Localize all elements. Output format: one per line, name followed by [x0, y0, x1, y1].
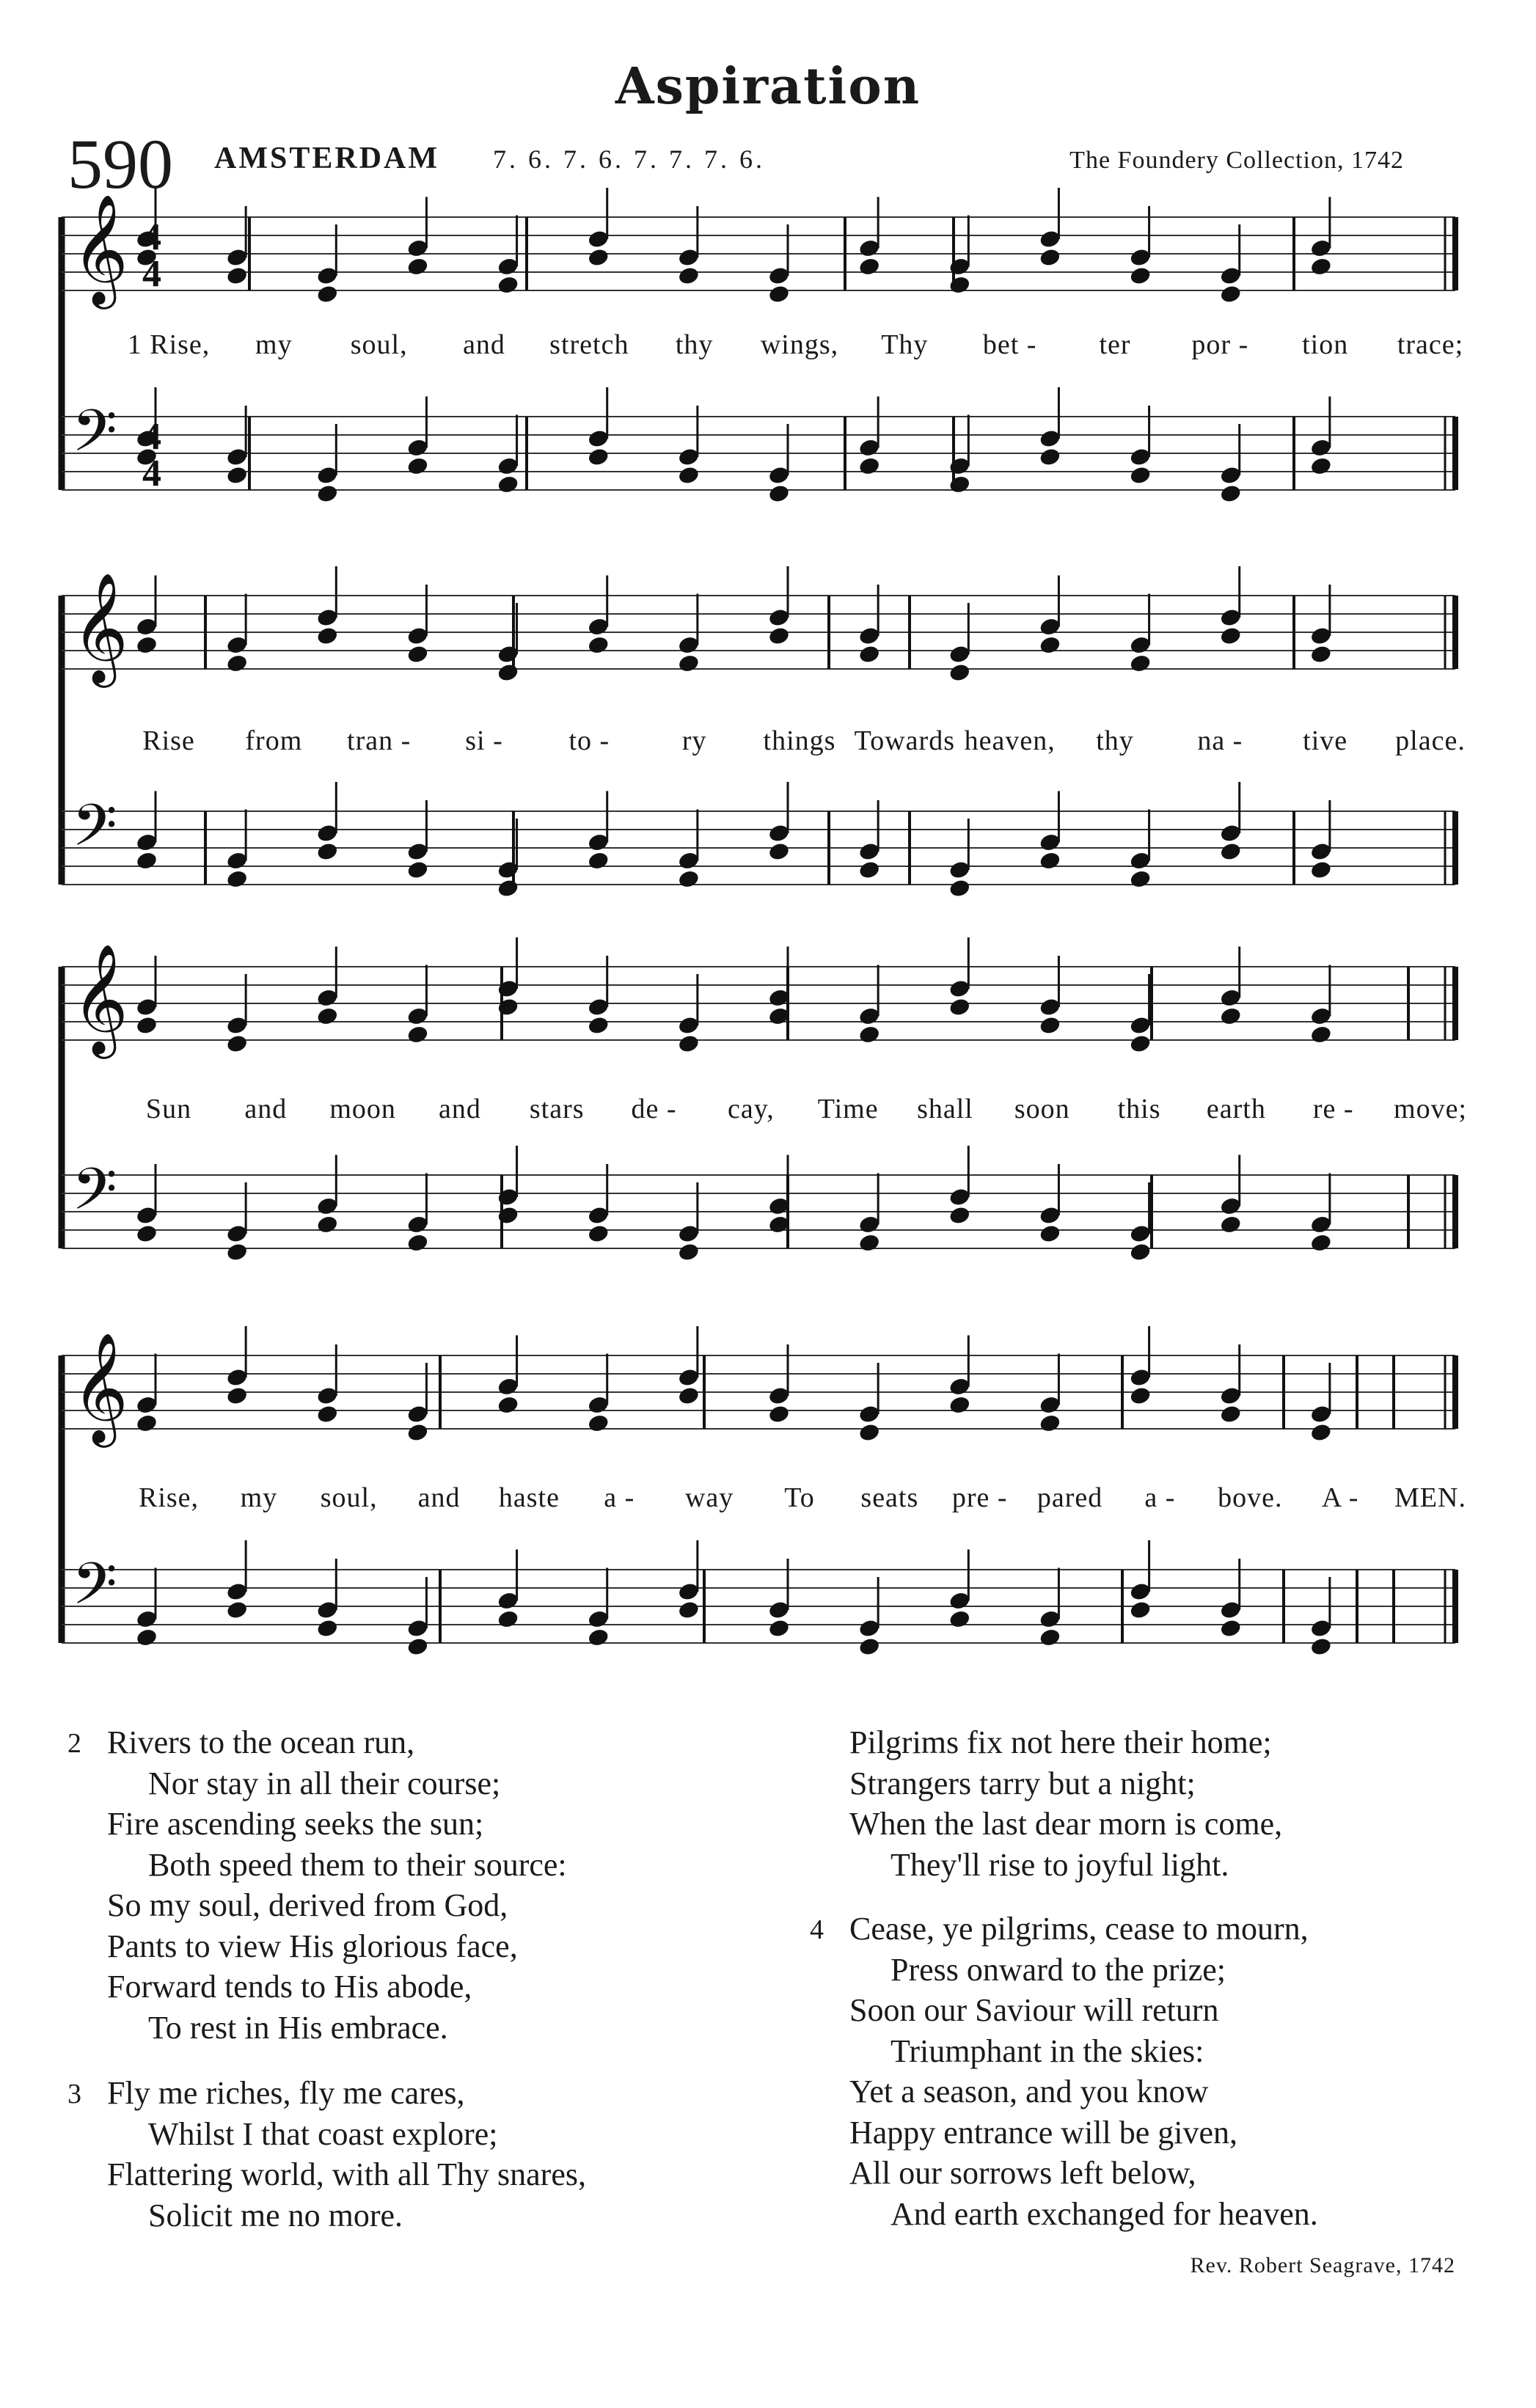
notehead: [1309, 1636, 1332, 1657]
notehead: [497, 1395, 519, 1416]
lyric-line-2: [125, 725, 1466, 769]
lyric-syllable: Rise,: [138, 1482, 200, 1513]
notehead: [587, 1015, 610, 1036]
notehead: [1129, 1033, 1152, 1054]
notehead: [587, 247, 610, 268]
verse-line: All our sorrows left below,: [849, 2155, 1196, 2191]
notehead: [226, 869, 249, 890]
lyric-syllable: stars: [529, 1094, 585, 1124]
notehead: [767, 284, 790, 304]
notehead: [497, 662, 519, 683]
lyric-line-3: [125, 1093, 1467, 1137]
notehead: [1129, 266, 1152, 286]
notehead: [497, 475, 519, 495]
notehead: [948, 1609, 971, 1630]
notehead: [316, 1006, 339, 1027]
verse-line: Pants to view His glorious face,: [107, 1928, 518, 1964]
lyric-syllable: soul,: [320, 1482, 378, 1513]
notehead: [587, 851, 610, 871]
notehead: [226, 1033, 249, 1054]
notehead: [948, 662, 971, 683]
verse-line: Soon our Saviour will return: [849, 1992, 1219, 2028]
verse-line: Fire ascending seeks the sun;: [107, 1806, 484, 1842]
notehead: [135, 1015, 158, 1036]
notehead: [858, 1233, 881, 1254]
notehead: [677, 1242, 700, 1262]
notehead: [1309, 1025, 1332, 1045]
notehead: [135, 1223, 158, 1244]
lyric-syllable: Towards: [854, 725, 955, 756]
verse-line: Nor stay in all their course;: [148, 1765, 501, 1801]
notehead: [497, 997, 519, 1017]
notehead: [226, 1242, 249, 1262]
verse-line: Triumphant in the skies:: [890, 2032, 1204, 2069]
lyric-syllable: this: [1117, 1094, 1161, 1124]
verse-line: Press onward to the prize;: [890, 1951, 1226, 1988]
lyric-syllable: pared: [1036, 1482, 1103, 1513]
notehead: [1129, 1242, 1152, 1262]
bass-clef-icon: 𝄢: [72, 397, 117, 479]
lyric-syllable: re -: [1312, 1094, 1354, 1124]
notehead: [1309, 1422, 1332, 1443]
notehead: [948, 1205, 971, 1226]
notehead: [226, 1600, 249, 1620]
notehead: [677, 465, 700, 486]
lyric-syllable: tion: [1302, 329, 1349, 360]
notehead: [406, 1636, 429, 1657]
notehead: [316, 841, 339, 862]
verse-line: Fly me riches, fly me cares,: [107, 2075, 465, 2111]
notehead: [135, 1413, 158, 1434]
lyric-line-4: [125, 1482, 1466, 1526]
lyric-syllable: Time: [817, 1094, 879, 1124]
notehead: [406, 1025, 429, 1045]
lyric-syllable: ter: [1099, 329, 1131, 360]
hymn-author: Rev. Robert Seagrave, 1742: [1190, 2253, 1455, 2277]
notehead: [767, 483, 790, 504]
notehead: [677, 869, 700, 890]
lyric-syllable: and: [417, 1482, 461, 1513]
tune-name: AMSTERDAM: [214, 142, 439, 175]
notehead: [316, 483, 339, 504]
notehead: [1309, 456, 1332, 477]
verse-line: To rest in His embrace.: [148, 2009, 448, 2046]
notehead: [587, 635, 610, 656]
lyric-syllable: A -: [1321, 1482, 1359, 1513]
notehead: [1039, 247, 1061, 268]
notehead: [497, 1609, 519, 1630]
notehead: [1219, 1006, 1242, 1027]
verse-line: Flattering world, with all Thy snares,: [107, 2156, 586, 2192]
notehead: [226, 465, 249, 486]
lyric-syllable: cay,: [727, 1094, 775, 1124]
notehead: [677, 1033, 700, 1054]
notehead: [1309, 257, 1332, 277]
hymn-number: 590: [67, 125, 173, 203]
lyric-syllable: tive: [1303, 725, 1348, 756]
lyric-syllable: thy: [1096, 725, 1134, 756]
notehead: [858, 456, 881, 477]
lyric-syllable: thy: [675, 329, 714, 360]
verse-line: Pilgrims fix not here their home;: [849, 1724, 1272, 1760]
lyric-syllable: de -: [631, 1094, 677, 1124]
notehead: [1219, 626, 1242, 646]
notehead: [497, 1205, 519, 1226]
notehead: [1219, 483, 1242, 504]
verse-line: And earth exchanged for heaven.: [890, 2195, 1318, 2232]
lyric-syllable: shall: [917, 1094, 973, 1124]
notehead: [316, 626, 339, 646]
notehead: [587, 1413, 610, 1434]
notehead: [948, 475, 971, 495]
notehead: [858, 257, 881, 277]
lyric-syllable: a -: [604, 1482, 635, 1513]
notehead: [1129, 869, 1152, 890]
notehead: [1219, 841, 1242, 862]
verse-4: [810, 1909, 1318, 2234]
notehead: [587, 1628, 610, 1648]
bass-clef-icon: 𝄢: [72, 1155, 117, 1237]
lyric-syllable: wings,: [760, 329, 839, 360]
lyric-syllable: a -: [1144, 1482, 1176, 1513]
notehead: [1219, 1618, 1242, 1639]
notehead: [1309, 860, 1332, 880]
notehead: [1219, 284, 1242, 304]
notehead: [948, 878, 971, 899]
notehead: [1039, 851, 1061, 871]
lyric-syllable: and: [438, 1094, 481, 1124]
verse-line: Yet a season, and you know: [849, 2074, 1209, 2109]
notehead: [767, 1404, 790, 1424]
notehead: [677, 266, 700, 286]
verse-number: 3: [67, 2079, 81, 2109]
notehead: [1129, 1600, 1152, 1620]
lyric-syllable: trace;: [1397, 329, 1464, 360]
treble-clef-icon: 𝄞: [72, 943, 128, 1054]
notehead: [1129, 465, 1152, 486]
lyric-syllable: heaven,: [964, 725, 1056, 756]
notehead: [316, 1618, 339, 1639]
bass-clef-icon: 𝄢: [72, 791, 117, 874]
lyric-syllable: moon: [329, 1094, 396, 1124]
lyric-syllable: Sun: [145, 1094, 192, 1124]
lyric-syllable: Rise: [142, 725, 195, 756]
verse-3-continued: [849, 1722, 1282, 1885]
notehead: [406, 644, 429, 665]
notehead: [135, 851, 158, 871]
notehead: [316, 1404, 339, 1424]
verse-number: 4: [810, 1914, 824, 1945]
notehead: [226, 1386, 249, 1406]
notehead: [316, 284, 339, 304]
notehead: [1219, 1215, 1242, 1235]
verse-2: [67, 1722, 567, 2048]
notehead: [135, 635, 158, 656]
lyric-syllable: haste: [498, 1482, 560, 1513]
lyric-syllable: things: [763, 725, 836, 756]
lyric-syllable: MEN.: [1394, 1482, 1466, 1513]
lyric-syllable: bet -: [982, 329, 1037, 360]
tune-source: The Foundery Collection, 1742: [1069, 147, 1404, 174]
notehead: [948, 275, 971, 296]
notehead: [677, 1386, 700, 1406]
notehead: [1039, 635, 1061, 656]
time-signature: 4: [142, 216, 161, 258]
verse-line: Both speed them to their source:: [148, 1846, 567, 1883]
lyric-syllable: seats: [860, 1482, 919, 1513]
notehead: [406, 1233, 429, 1254]
notehead: [1039, 447, 1061, 467]
lyric-syllable: por -: [1191, 329, 1249, 360]
notehead: [1219, 1404, 1242, 1424]
notehead: [1309, 644, 1332, 665]
lyric-syllable: to -: [568, 725, 610, 756]
meter: 7. 6. 7. 6. 7. 7. 7. 6.: [493, 144, 765, 174]
notehead: [406, 1422, 429, 1443]
notehead: [858, 860, 881, 880]
lyric-line-1: [125, 329, 1464, 373]
notehead: [1129, 1386, 1152, 1406]
treble-clef-icon: 𝄞: [72, 571, 128, 683]
notehead: [406, 257, 429, 277]
lyric-syllable: 1 Rise,: [127, 329, 211, 360]
notehead: [1129, 654, 1152, 674]
verse-line: Happy entrance will be given,: [849, 2114, 1238, 2151]
verse-line: Solicit me no more.: [148, 2197, 403, 2233]
lyric-syllable: move;: [1394, 1094, 1467, 1124]
lyric-syllable: bove.: [1218, 1482, 1283, 1513]
time-signature: 4: [142, 416, 161, 458]
notehead: [858, 1422, 881, 1443]
lyric-syllable: way: [684, 1482, 734, 1513]
notehead: [1039, 1413, 1061, 1434]
notehead: [948, 997, 971, 1017]
lyric-syllable: Thy: [881, 329, 929, 360]
verse-number: 2: [67, 1728, 81, 1759]
lyric-syllable: ry: [681, 725, 707, 756]
lyric-syllable: tran -: [347, 725, 412, 756]
verse-3: [67, 2073, 586, 2236]
verse-line: When the last dear morn is come,: [849, 1806, 1283, 1842]
notehead: [1309, 1233, 1332, 1254]
lyric-syllable: pre -: [951, 1482, 1008, 1513]
lyric-syllable: na -: [1197, 725, 1243, 756]
time-signature: 4: [142, 253, 161, 295]
treble-clef-icon: 𝄞: [72, 193, 128, 304]
bass-clef-icon: 𝄢: [72, 1550, 117, 1632]
treble-clef-icon: 𝄞: [72, 1331, 128, 1443]
notehead: [858, 1025, 881, 1045]
lyric-syllable: To: [784, 1482, 815, 1513]
verse-line: Strangers tarry but a night;: [849, 1765, 1196, 1801]
verse-line: They'll rise to joyful light.: [890, 1846, 1229, 1883]
verse-line: Forward tends to His abode,: [107, 1969, 472, 2005]
notehead: [135, 1628, 158, 1648]
notehead: [948, 1395, 971, 1416]
notehead: [677, 654, 700, 674]
lyric-syllable: place.: [1395, 725, 1466, 756]
lyric-syllable: my: [240, 1482, 278, 1513]
verse-line: So my soul, derived from God,: [107, 1887, 508, 1923]
lyric-syllable: and: [244, 1094, 288, 1124]
hymn-title: Aspiration: [615, 57, 921, 116]
notehead: [587, 447, 610, 467]
notehead: [406, 456, 429, 477]
lyric-syllable: stretch: [549, 329, 629, 360]
notehead: [587, 1223, 610, 1244]
lyric-syllable: earth: [1206, 1094, 1266, 1124]
notehead: [1039, 1223, 1061, 1244]
lyric-syllable: soul,: [350, 329, 408, 360]
time-signature: 4: [142, 453, 161, 494]
notehead: [497, 878, 519, 899]
notehead: [767, 1618, 790, 1639]
verse-line: Rivers to the ocean run,: [107, 1724, 415, 1760]
notehead: [316, 1215, 339, 1235]
notehead: [1039, 1628, 1061, 1648]
notehead: [1039, 1015, 1061, 1036]
lyric-syllable: my: [255, 329, 293, 360]
notehead: [767, 626, 790, 646]
lyric-syllable: soon: [1014, 1094, 1070, 1124]
notehead: [858, 1636, 881, 1657]
notehead: [226, 266, 249, 286]
notehead: [767, 841, 790, 862]
lyric-syllable: si -: [465, 725, 503, 756]
notehead: [406, 860, 429, 880]
lyric-syllable: and: [463, 329, 505, 360]
notehead: [677, 1600, 700, 1620]
notehead: [497, 275, 519, 296]
verse-line: Whilst I that coast explore;: [148, 2115, 498, 2152]
verse-line: Cease, ye pilgrims, cease to mourn,: [849, 1911, 1309, 1947]
notehead: [226, 654, 249, 674]
lyric-syllable: from: [245, 725, 303, 756]
notehead: [858, 644, 881, 665]
